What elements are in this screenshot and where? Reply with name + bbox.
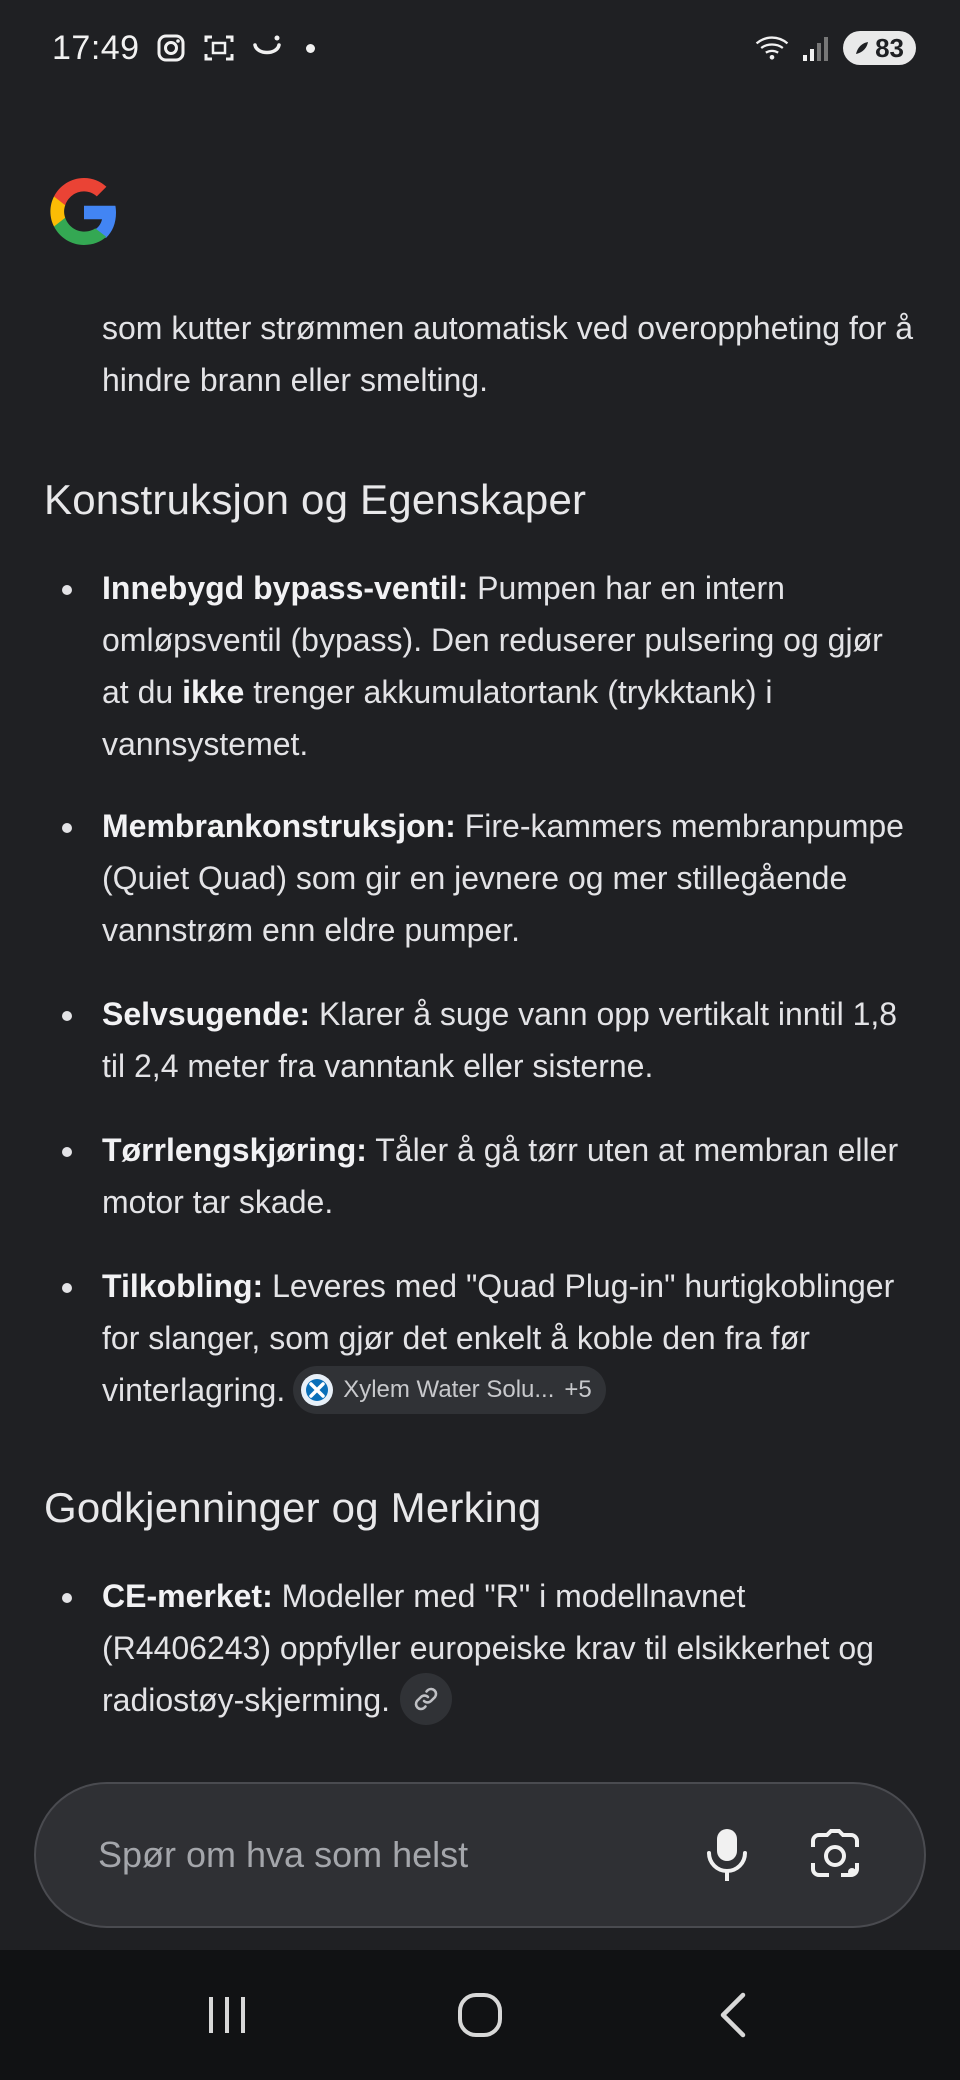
google-logo[interactable] (44, 172, 124, 252)
item-term: Selvsugende: (102, 996, 311, 1032)
list-item (102, 1260, 912, 1417)
search-input[interactable]: Spør om hva som helst (98, 1834, 469, 1875)
link-button[interactable] (400, 1673, 452, 1725)
ask-input-bar[interactable] (34, 1782, 926, 1928)
source-more-count: +5 (564, 1375, 592, 1403)
item-term: CE-merket: (102, 1578, 273, 1614)
recent-apps-icon[interactable] (187, 1975, 267, 2055)
item-text: Leveres med "Quad Plug-in" hurtigkoblinger for slanger, som gjør det enkelt å koble den fra før vinterlagring. (102, 1268, 895, 1408)
notification-dot (306, 44, 315, 53)
home-icon[interactable] (440, 1975, 520, 2055)
link-icon (413, 1686, 439, 1712)
item-term: Tørrlengskjøring: (102, 1132, 367, 1168)
list-item (102, 988, 912, 1092)
list-item (102, 1570, 912, 1729)
item-emphasis: ikke (182, 674, 245, 710)
status-time: 17:49 (52, 28, 140, 67)
item-text: Tåler å gå tørr uten at membran eller motor tar skade. (102, 1132, 899, 1220)
item-text: Klarer å suge vann opp vertikalt inntil 1,8 til 2,4 meter fra vanntank eller sisterne. (102, 996, 898, 1084)
item-text: Fire-kammers membranpumpe (Quiet Quad) som gir en jevnere og mer stillegående vannstrøm enn eldre pumper. (102, 808, 904, 948)
battery-level: 83 (875, 32, 904, 63)
signal-icon (799, 31, 833, 65)
xylem-logo-icon (301, 1374, 333, 1406)
microphone-icon[interactable] (682, 1810, 772, 1900)
screenshot-icon (202, 31, 236, 65)
top-fade (0, 250, 960, 292)
back-icon[interactable] (693, 1975, 773, 2055)
item-text: trenger akkumulatortank (trykktank) i vannsystemet. (102, 674, 773, 762)
item-text: Modeller med "R" i modellnavnet (R4406243) oppfyller europeiske krav til elsikkerhet og radiostøy-skjerming. (102, 1578, 874, 1718)
item-term: Innebygd bypass-ventil: (102, 570, 469, 606)
source-label: Xylem Water Solu... (343, 1375, 555, 1403)
smile-icon (250, 31, 284, 65)
system-nav-bar (0, 1950, 960, 2080)
list-item (102, 1124, 912, 1228)
item-term: Membrankonstruksjon: (102, 808, 456, 844)
section-heading-approvals: Godkjenninger og Merking (44, 1484, 542, 1531)
status-bar (0, 0, 960, 96)
wifi-icon (755, 31, 789, 65)
instagram-icon (154, 31, 188, 65)
source-chip[interactable] (293, 1366, 606, 1414)
intro-paragraph: som kutter strømmen automatisk ved overoppheting for å hindre brann eller smelting. (102, 310, 914, 398)
item-term: Tilkobling: (102, 1268, 264, 1304)
section-heading-construction: Konstruksjon og Egenskaper (44, 476, 587, 523)
camera-lens-icon[interactable] (790, 1810, 880, 1900)
battery-icon (843, 31, 916, 65)
list-item (102, 562, 912, 770)
item-text: Pumpen har en intern omløpsventil (bypass). Den reduserer pulsering og gjør at du (102, 570, 883, 710)
list-item (102, 800, 912, 956)
